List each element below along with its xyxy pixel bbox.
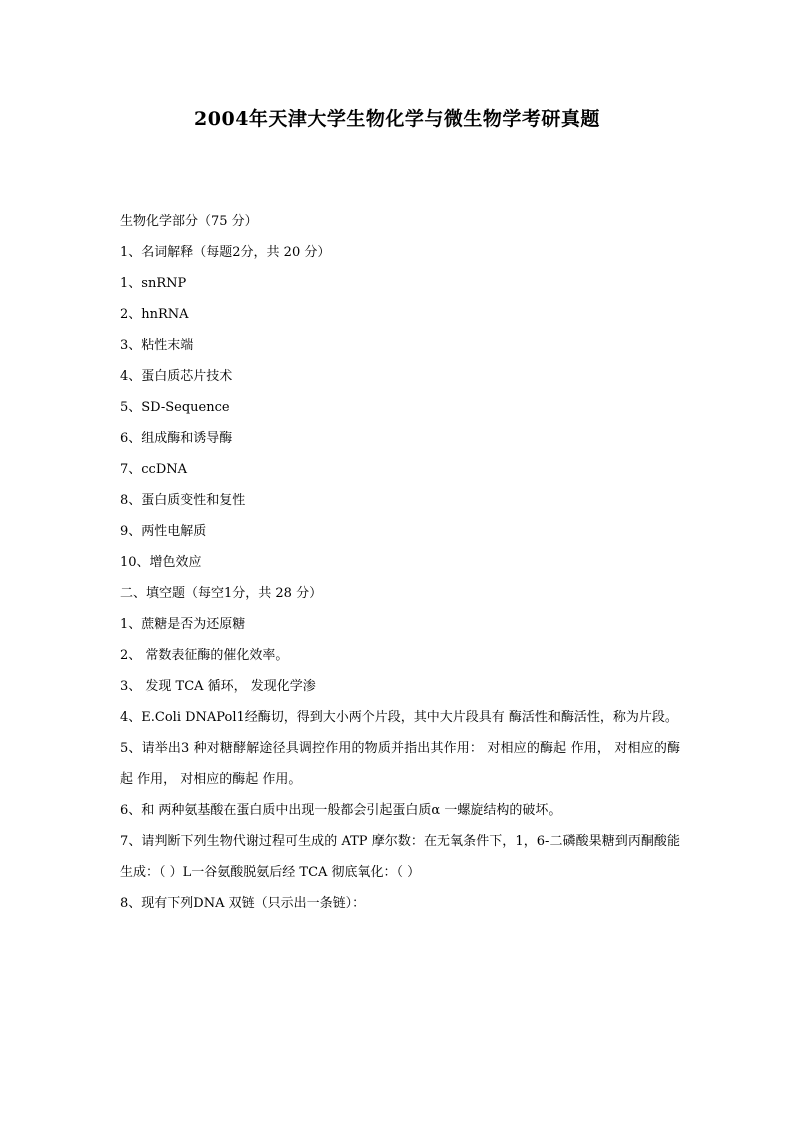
section-header: 生物化学部分（75 分） [120, 214, 258, 229]
term-item: 1、snRNP [120, 276, 187, 291]
part2-heading: 二、填空题（每空1分，共 28 分） [120, 586, 323, 601]
fill-question: 1、蔗糖是否为还原糖 [120, 617, 246, 632]
term-item: 8、蛋白质变性和复性 [120, 493, 246, 508]
fill-question: 8、现有下列DNA 双链（只示出一条链）： [120, 896, 366, 911]
term-item: 4、蛋白质芯片技术 [120, 369, 233, 384]
term-item: 5、SD-Sequence [120, 400, 230, 415]
part1-heading: 1、名词解释（每题2分，共 20 分） [120, 245, 331, 260]
fill-question: 5、请举出3 种对糖酵解途径具调控作用的物质并指出其作用： 对相应的酶起 作用， 对相应的酶起 作用， 对相应的酶起 作用。 [120, 741, 680, 787]
fill-question: 2、 常数表征酶的催化效率。 [120, 648, 289, 663]
fill-question: 7、请判断下列生物代谢过程可生成的 ATP 摩尔数：在无氧条件下，1，6-二磷酸果糖到丙酮酸能生成：（ ）L一谷氨酸脱氨后经 TCA 彻底氧化：（ ） [120, 834, 680, 880]
fill-question: 4、E.Coli DNAPol1经酶切，得到大小两个片段，其中大片段具有 酶活性和酶活性，称为片段。 [120, 710, 678, 725]
term-item: 7、ccDNA [120, 462, 188, 477]
document-body [120, 206, 680, 919]
term-item: 10、增色效应 [120, 555, 202, 570]
term-item: 3、粘性末端 [120, 338, 194, 353]
document-title: 2004年天津大学生物化学与微生物学考研真题 [194, 108, 600, 130]
term-item: 9、两性电解质 [120, 524, 207, 539]
term-item: 6、组成酶和诱导酶 [120, 431, 233, 446]
fill-question: 6、和 两种氨基酸在蛋白质中出现一般都会引起蛋白质α 一螺旋结构的破坏。 [120, 803, 562, 818]
term-item: 2、hnRNA [120, 307, 189, 322]
fill-question: 3、 发现 TCA 循环， 发现化学渗 [120, 679, 316, 694]
